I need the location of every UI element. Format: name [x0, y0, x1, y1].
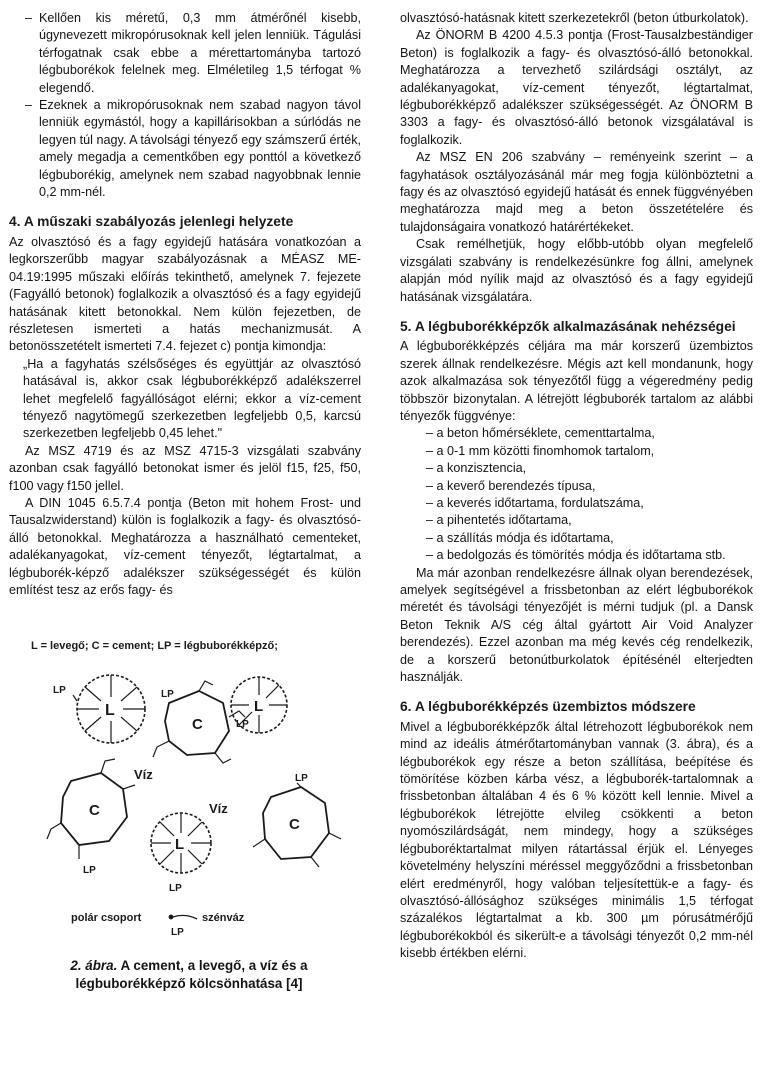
figure-number: 2. ábra. — [70, 958, 118, 974]
section-4-heading: 4. A műszaki szabályozás jelenlegi helyzete — [9, 214, 294, 230]
factor-list — [400, 425, 753, 564]
paragraph: Az MSZ EN 206 szabvány – reményeink szerint – a fagyhatások osztályozásánál már meg fogja különböztetni a fagy és az olvasztósó egyidejű hatását és ennek függvényében meghatározza majd meg a beton összetételére és tulajdonságaira vonatkozó határértékeket. — [400, 150, 753, 234]
svg-text:L: L — [175, 836, 185, 854]
right-column — [400, 10, 753, 963]
svg-text:C: C — [289, 816, 300, 834]
paragraph: Ma már azonban rendelkezésre állnak olyan berendezések, amelyek segítségével a frissbetonban az elért légbuborékok méretét és távolsági tényezőjét is mérni tudjuk (pl. a Dansk Beton Teknik A/S cég által gyártott Air Void Analyzer berendezés). Ezzel azonban ma még kevés cég rendelkezik, de a korszerű betonútburkolatok építésénél elterjedten használják. — [400, 565, 753, 685]
svg-text:LP: LP — [295, 773, 308, 785]
air-bubble — [231, 677, 287, 733]
svg-text:LP: LP — [53, 685, 66, 697]
section-5-heading: 5. A légbuborékképzők alkalmazásának nehézségei — [400, 318, 736, 334]
dash-marker: – — [25, 11, 33, 25]
svg-text:L: L — [254, 698, 264, 716]
svg-text:C: C — [89, 802, 100, 820]
paragraph: A DIN 1045 6.5.7.4 pontja (Beton mit hohem Frost- und Tausalzwiderstand) külön is foglalkozik a fagy- és olvasztósó-álló betonokkal. Meghatározza a használható cementeket, adalékanyagokat, víz-cement tényezőt, légtartalmat, a légbuborék-képző adalékszer szükségességét és külön említést tesz az erős fagy- és — [9, 495, 361, 597]
list-item: – a szállítás módja és időtartama, — [400, 530, 753, 547]
air-bubble — [53, 675, 145, 743]
air-bubble — [151, 813, 211, 894]
paragraph: Az ÖNORM B 4200 4.5.3 pontja (Frost-Tausalzbeständiger Beton) is foglalkozik a fagy- és olvasztósó-álló betonokkal. Meghatározza a tervezhető szilárdsági osztályt, az adalékanyagokat, víz-cement tényezőt, légtartalmat, légbuborékképző adalékszer szükségességét. Az ÖNORM B 3303 a fagy- és olvasztósó-álló betonok vizsgálatával is foglalkozik. — [400, 28, 753, 147]
molecule-legend — [71, 912, 245, 937]
svg-text:LP: LP — [83, 865, 96, 877]
list-item — [9, 97, 361, 201]
list-item — [9, 10, 361, 97]
paragraph: A légbuborékképzés céljára ma már korszerű üzembiztos szerek állnak rendelkezésre. Mégis azt kell mondanunk, hogy azok alkalmazása sok tényezőtől függ a végeredmény pedig többször bizonytalan. A létrejött légbuborék tartalom az alábbi tényezők függvénye: — [400, 339, 753, 423]
paragraph: Az MSZ 4719 és az MSZ 4715-3 vizsgálati szabvány azonban csak fagyálló betonokat ismer és jelöl f15, f25, f50, f100 vagy f150 jellel. — [9, 443, 361, 493]
figure-caption — [39, 957, 339, 993]
paragraph: Mivel a légbuborékképzők által létrehozott légbuborékok nem mind az ideális átmérőtartományban vannak (3. ábra), és a légbuborékok egy része a beton szállítása, beépítése és tömörítése közben kárba vész, a légbuborék-tartalomnak a frissbetonban általában 4 és 6 % között kell lennie. Mivel a légbuborékok létrejötte elvileg csökkenti a beton nyomószilárdságát, nem mindegy, hogy a szükséges légbuboréktartalmat milyen rátartással érjük el. Lényeges követelmény helyszíni méréssel meggyőződni a frissbetonban elért eredményről, hogy valóban teljesítettük-e a fagy- és olvasztósó-állósághoz szükséges minimális 1,5 térfogat százalékos légtartalmat a kb. 300 µm pórusátmérőjű légbuborékokból és sikerült-e a távolsági tényezőt 0,2 mm-nél kisebb értékben elérni. — [400, 719, 753, 961]
bullet-text: Kellően kis méretű, 0,3 mm átmérőnél kisebb, úgynevezett mikropórusoknak kell jelen lenniük. Tágulási térfogatnak csak ebbe a mérettartományba tartozó légbuborékok felelnek meg. Elméletileg 1,5 térfogat % elegendő. — [39, 11, 361, 95]
svg-text:LP: LP — [169, 883, 182, 895]
paragraph: Csak remélhetjük, hogy előbb-utóbb olyan megfelelő vizsgálati szabvány is rendelkezésünkre fog állni, amelynek alapján mód nyílik majd az olvasztósó és a fagy egyidejű hatásának vizsgálatára. — [400, 237, 753, 304]
left-column — [9, 10, 361, 1007]
cement-particle — [47, 759, 135, 876]
paragraph: Az olvasztósó és a fagy egyidejű hatására vonatkozóan a legkorszerűbb magyar szabályozásnak a MÉASZ ME-04.19:1995 műszaki előírás tekinthető, amelynek 7. fejezete (Fagyálló betonok) foglalkozik a olvasztósó és a fagy egyidejű hatásának kitett betonokkal. Nem külön fejezetben, de részletesen ismerteti a hatás mechanizmusát. A betonösszetételt ismerteti 7.4. fejezet c) pontja kimondja: — [9, 234, 361, 354]
figure-legend: L = levegő; C = cement; LP = légbuborékképző; — [31, 640, 278, 653]
list-item: – a bedolgozás és tömörítés módja és időtartama stb. — [400, 547, 753, 564]
svg-text:LP: LP — [236, 719, 249, 731]
svg-text:LP: LP — [171, 927, 184, 938]
list-item: – a konzisztencia, — [400, 460, 753, 477]
dash-marker: – — [25, 98, 33, 113]
carbon-chain-label: szénváz — [202, 912, 245, 925]
list-item: – a keverés időtartama, fordulatszáma, — [400, 495, 753, 512]
cement-particle — [253, 773, 341, 867]
section-6-heading: 6. A légbuborékképzés üzembiztos módszere — [400, 699, 696, 715]
svg-text:C: C — [192, 716, 203, 734]
svg-text:L: L — [105, 702, 115, 720]
polar-group-label: polár csoport — [71, 912, 142, 925]
list-item: – a 0-1 mm közötti finomhomok tartalom, — [400, 443, 753, 460]
figure-caption-text: A cement, a levegő, a víz és a légbuborékképző kölcsönhatása [4] — [75, 958, 308, 992]
svg-text:Víz: Víz — [134, 767, 153, 783]
list-item: – a beton hőmérséklete, cementtartalma, — [400, 425, 753, 442]
list-item: – a keverő berendezés típusa, — [400, 478, 753, 495]
interaction-diagram — [9, 637, 361, 937]
svg-text:Víz: Víz — [209, 801, 228, 817]
quote-paragraph: „Ha a fagyhatás szélsőséges és együttjár az olvasztósó hatásával is, akkor csak légbuborékképző adalékszerrel lehet megfelelő fagyállóságot elérni; ekkor a víz-cement tényező nagytömegű szerkezetben legfeljebb 0,5, karcsú szerkezetben legfeljebb 0,45 lehet." — [23, 356, 361, 441]
cement-particle — [153, 681, 249, 763]
list-item: – a pihentetés időtartama, — [400, 512, 753, 529]
svg-text:LP: LP — [161, 689, 174, 701]
bullet-text: Ezeknek a mikropórusoknak nem szabad nagyon távol lenniük egymástól, hogy a kapillárisokban a súrlódás ne legyen túl nagy. A távolsági tényező egy számszerű érték, amely megadja a cementkőben egy ponttól a következő légbuborékig, amelynek nem szabad nagyobbnak lennie 0,2 mm-nél. — [39, 98, 361, 200]
paragraph: olvasztósó-hatásnak kitett szerkezetekről (beton útburkolatok). — [400, 11, 749, 25]
figure-2 — [9, 637, 361, 1007]
